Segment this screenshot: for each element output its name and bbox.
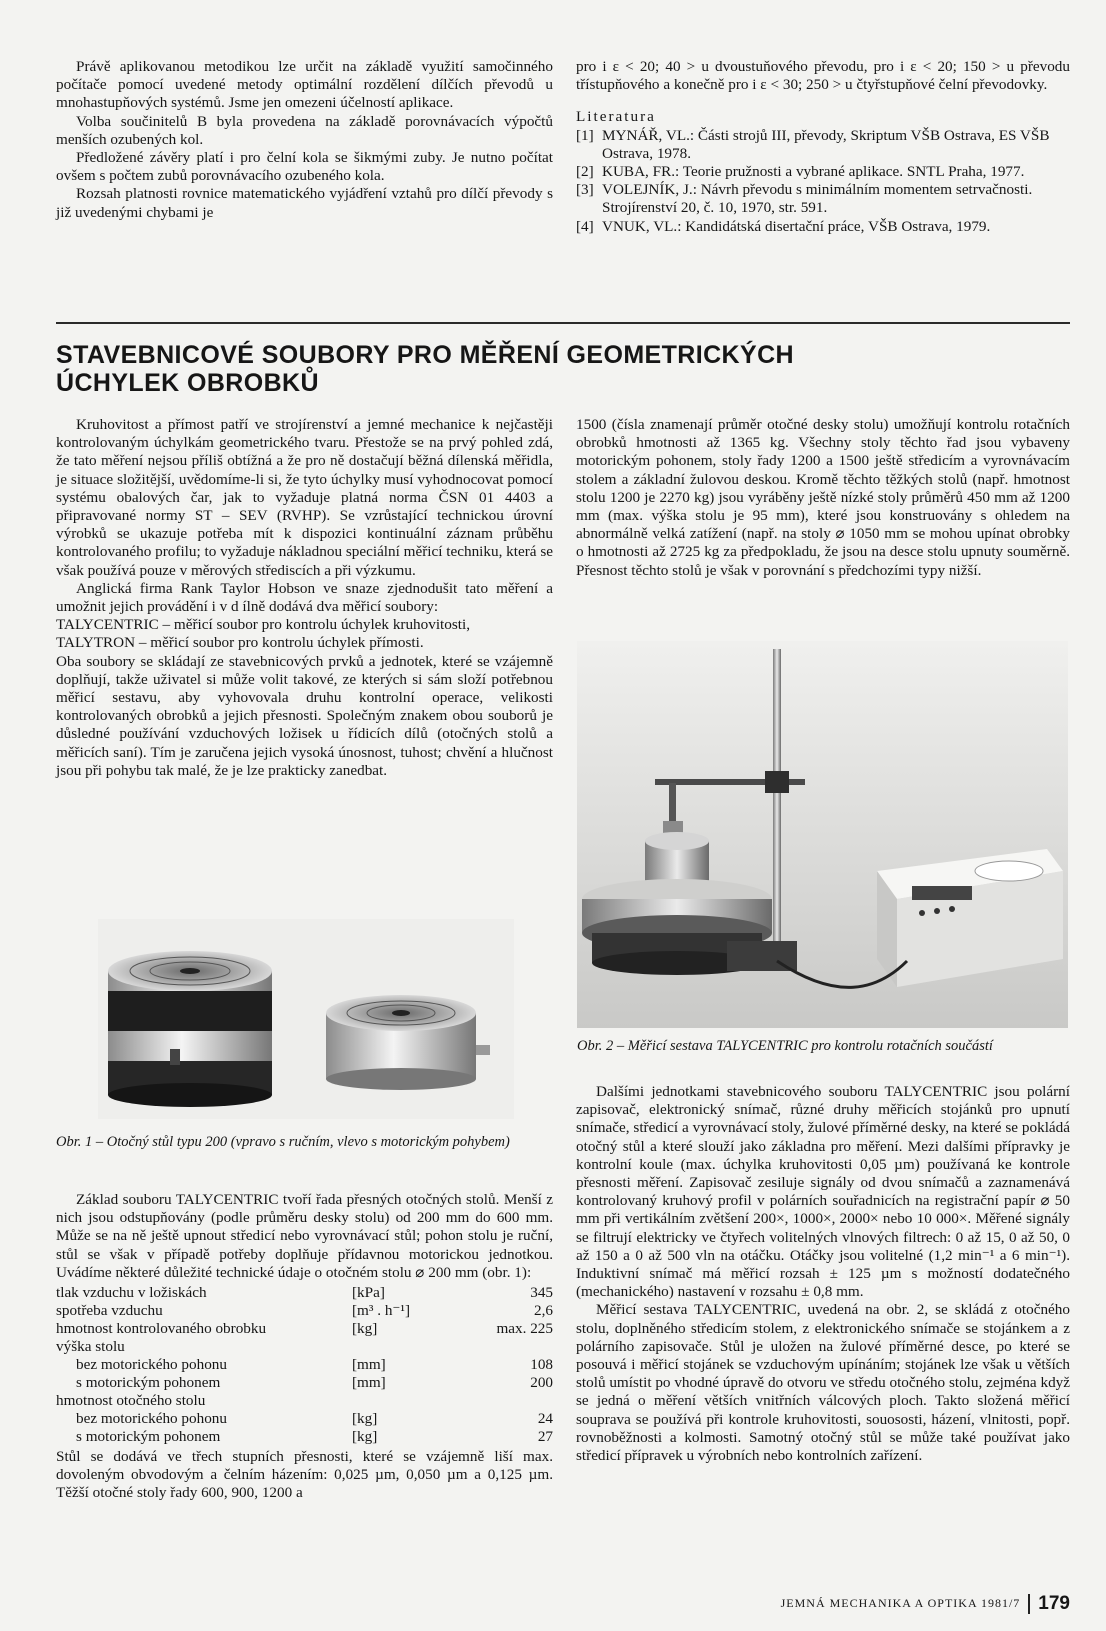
reference-text: KUBA, FR.: Teorie pružnosti a vybrané aplikace. SNTL Praha, 1977.	[602, 163, 1025, 181]
spec-name: bez motorického pohonu	[76, 1356, 227, 1374]
spec-value: 200	[530, 1374, 553, 1392]
figure2-photo	[577, 641, 1068, 1028]
figure1-caption: Obr. 1 – Otočný stůl typu 200 (vpravo s ručním, vlevo s motorickým pohybem)	[56, 1134, 510, 1150]
reference-text: MYNÁŘ, VL.: Části strojů III, převody, Skriptum VŠB Ostrava, ES VŠB Ostrava, 1978.	[602, 126, 1050, 162]
table-row	[56, 1284, 553, 1302]
table-row	[56, 1410, 553, 1428]
reference-number: [2]	[576, 163, 594, 181]
paragraph: Anglická firma Rank Taylor Hobson ve snaze zjednodušit tato měření a umožnit jejich provádění i v d ílně dodává dva měřicí soubory:	[56, 579, 553, 616]
reference-text: VNUK, VL.: Kandidátská disertační práce, VŠB Ostrava, 1979.	[602, 217, 991, 235]
table-row	[56, 1392, 553, 1410]
article-title	[56, 341, 1056, 397]
paragraph: Základ souboru TALYCENTRIC tvoří řada přesných otočných stolů. Menší z nich jsou odstupňovány (podle průměru desky stolu) od 200 mm do 600 mm. Může se na ně ještě upnout středicí nebo vyrovnávací stůl; pohon stolu je ruční, stůl se však v případě potřeby doplňuje přídavnou motorickou jednotkou. Uvádíme některé důležité technické údaje o otočném stolu ⌀ 200 mm (obr. 1):	[56, 1191, 553, 1281]
top-left-column	[56, 58, 553, 222]
spec-unit: [kPa]	[352, 1284, 385, 1302]
paragraph: Dalšími jednotkami stavebnicového souboru TALYCENTRIC jsou polární zapisovač, elektronický snímač, různé druhy měřicích stojánků pro upnutí snímače, středicí a vyrovnávací stoly, žulové příměrné desky, na které se pokládá otočný stůl a které slouží jako základna pro měření. Mezi dalšími přípravky je kontrolní koule (max. úchylka kruhovitosti 0,05 µm) používaná ke kontrole přesnosti měření. Zapisovač zesiluje signály od dvou snímačů a zaznamenává kontrolovaný kruhový profil v polárních souřadnicích na registrační papír ⌀ 50 mm při vertikálním zvětšení 200×, 1000×, 2000× nebo 10 000×. Měřené signály se filtrují elektricky ve čtyřech volitelných vlnových filtrech: 0 až 15, 0 až 50, 0 až 150 a 0 až 500 vln na otáčku. Otáčky jsou volitelné (1,2 min⁻¹ a 6 min⁻¹). Induktivní snímač má měřicí rozsah ± 125 µm s možností dodatečného (mechanického) nastavení v rozsahu ± 0,8 mm.	[576, 1083, 1070, 1301]
top-right-column	[576, 58, 1070, 236]
paragraph: Předložené závěry platí i pro čelní kola se šikmými zuby. Je nutno počítat ovšem s počtem zubů porovnávacího ozubeného kola.	[56, 149, 553, 185]
bottom-left-column	[56, 1191, 553, 1503]
figure1-photo	[98, 919, 514, 1119]
spec-unit: [mm]	[352, 1356, 386, 1374]
spec-name: bez motorického pohonu	[76, 1410, 227, 1428]
literature-heading: Literatura	[576, 108, 656, 126]
paragraph: Stůl se dodává ve třech stupních přesnosti, které se vzájemně liší max. dovoleným obvodovým a čelním házením: 0,025 µm, 0,050 µm a 0,125 µm. Těžší otočné stoly řady 600, 900, 1200 a	[56, 1448, 553, 1502]
spec-name: tlak vzduchu v ložiskách	[56, 1284, 207, 1302]
bottom-right-column	[576, 1083, 1070, 1465]
section-divider	[56, 322, 1070, 324]
article-title-line2: ÚCHYLEK OBROBKŮ	[56, 369, 319, 397]
reference-number: [3]	[576, 181, 594, 199]
reference-item	[576, 218, 1070, 236]
spec-name: spotřeba vzduchu	[56, 1302, 163, 1320]
paragraph: Volba součinitelů B byla provedena na základě porovnávacích výpočtů menších ozubených kol.	[56, 112, 553, 148]
spec-name: s motorickým pohonem	[76, 1374, 221, 1392]
figure2-caption: Obr. 2 – Měřicí sestava TALYCENTRIC pro kontrolu rotačních součástí	[577, 1038, 993, 1054]
footer-divider	[1028, 1594, 1030, 1614]
reference-item	[576, 181, 1070, 217]
spec-value: max. 225	[496, 1320, 553, 1338]
spec-unit: [kg]	[352, 1320, 378, 1338]
mid-right-column	[576, 416, 1070, 580]
spec-unit: [kg]	[352, 1410, 378, 1428]
table-row	[56, 1338, 553, 1356]
table-row	[56, 1356, 553, 1374]
journal-name: JEMNÁ MECHANIKA A OPTIKA 1981/7	[780, 1595, 1021, 1610]
table-row	[56, 1320, 553, 1338]
mid-left-column	[56, 416, 553, 780]
page-footer	[700, 1593, 1070, 1615]
paragraph: Kruhovitost a přímost patří ve strojírenství a jemné mechanice k nejčastěji kontrolovaným úchylkám geometrického tvaru. Přestože se na prvý pohled zdá, že tato měření nejsou příliš obtížná a že pro ně dostačují běžná dílenská měřidla, je situace složitější, uvědomíme-li si, že tyto úchylky musí vyhodnocovat pomocí systému obalových čar, jak to vyžaduje platná norma ČSN 01 4403 a připravované normy ST – SEV (RVHP). Se vzrůstající technickou úrovní výrobků se ukazuje potřeba mít k dispozici kontinuální záznam průběhu kontrolovaného profilu; to vyžaduje nákladnou speciální měřicí techniku, která se však používá pouze v měrových střediscích a při výzkumu.	[56, 416, 553, 579]
spec-value: 24	[537, 1410, 553, 1428]
article-title-line1: STAVEBNICOVÉ SOUBORY PRO MĚŘENÍ GEOMETRICKÝCH	[56, 341, 794, 369]
spec-value: 108	[530, 1356, 553, 1374]
paragraph: Oba soubory se skládají ze stavebnicových prvků a jednotek, které se vzájemně doplňují, takže uživatel si může volit takové, ze kterých si sám složí potřebnou měřicí sestavu, aby vyhovovala druhu kontrolní operace, velikosti kontrolovaných obrobků a jejich přesnosti. Společným znakem obou souborů je důsledné používání vzduchových ložisek u řídicích dílů (otočných stolů a měřicích saní). Tím je zaručena jejich vysoká únosnost, tuhost; chvění a hlučnost jsou při pohybu tak malé, že je lze prakticky zanedbat.	[56, 652, 553, 779]
spec-name: hmotnost kontrolovaného obrobku	[56, 1320, 267, 1338]
spec-value: 27	[537, 1428, 553, 1446]
spec-unit: [mm]	[352, 1374, 386, 1392]
paragraph: Měřicí sestava TALYCENTRIC, uvedená na obr. 2, se skládá z otočného stolu, doplněného středicím stolem, z elektronického snímače se stojánkem a z polárního zapisovače. Stůl je uložen na žulové příměrné desce, po které se posouvá i měřicí stojánek se vzduchovým upínáním; stojánek lze však u větších stolů umístit po vhodné úpravě do otvoru ve středu otočného stolu, zejména když se jedná o měření větších vnitřních válcových ploch. Takto složená měřicí souprava se používá při kontrole kruhovitosti, souososti, házení, vlnitosti, popř. rovnoběžnosti a kolmosti. Samotný otočný stůl se může také používat jako středicí přípravek u výrobních nebo kontrolních zařízení.	[576, 1301, 1070, 1465]
spec-unit: [m³ . h⁻¹]	[352, 1302, 411, 1320]
spec-value	[442, 1392, 553, 1410]
spec-unit	[352, 1338, 442, 1356]
paragraph: Právě aplikovanou metodikou lze určit na základě využití samočinného počítače pomocí uvedené metody optimální rozdělení dílčích převodů u mnohastupňových systémů. Jsme jen omezeni účelností aplikace.	[56, 58, 553, 112]
paragraph: 1500 (čísla znamenají průměr otočné desky stolu) umožňují kontrolu rotačních obrobků hmotnosti až 1365 kg. Všechny stoly těchto řad jsou vybaveny motorickým pohonem, stoly řady 1200 a 1500 ještě středicím a vyrovnávacím stolem a základní žulovou deskou. Kromě těchto těžkých stolů (např. hmotnost stolu 1200 je 2270 kg) jsou vyráběny ještě nízké stoly průměrů 450 mm až 1200 mm (max. výška stolu je 95 mm), které jsou konstruovány s ohledem na abnormálně velká zatížení (např. na stoly ⌀ 1050 mm se mohou upínat obrobky o hmotnosti až 2725 kg za předpokladu, že jsou na desce stolu upnuty souměrně. Přesnost těchto stolů je však v porovnání s předchozími typy nižší.	[576, 416, 1070, 579]
reference-item	[576, 163, 1070, 181]
page-number: 179	[1038, 1593, 1070, 1614]
table-row	[56, 1302, 553, 1320]
spec-name: hmotnost otočného stolu	[56, 1392, 206, 1410]
reference-number: [4]	[576, 217, 594, 235]
paragraph: Rozsah platnosti rovnice matematického vyjádření vztahů pro dílčí převody s již uvedenými chybami je	[56, 185, 553, 221]
table-row	[56, 1428, 553, 1446]
spec-value: 345	[530, 1284, 553, 1302]
list-item: TALYCENTRIC – měřicí soubor pro kontrolu úchylek kruhovitosti,	[56, 616, 471, 634]
spec-name: s motorickým pohonem	[76, 1428, 221, 1446]
reference-item	[576, 127, 1070, 163]
spec-value: 2,6	[534, 1302, 553, 1320]
reference-text: VOLEJNÍK, J.: Návrh převodu s minimálním momentem setrvačnosti. Strojírenství 20, č. 10, 1970, str. 591.	[602, 181, 1033, 217]
spec-name: výška stolu	[56, 1338, 125, 1356]
spec-value	[442, 1338, 553, 1356]
spec-unit: [kg]	[352, 1428, 378, 1446]
table-row	[56, 1374, 553, 1392]
list-item: TALYTRON – měřicí soubor pro kontrolu úchylek přímosti.	[56, 634, 424, 652]
paragraph: pro i ε < 20; 40 > u dvoustuňového převodu, pro i ε < 20; 150 > u převodu třístupňového a konečně pro i ε < 30; 250 > u čtyřstupňové čelní převodovky.	[576, 58, 1070, 94]
spec-unit	[352, 1392, 442, 1410]
reference-number: [1]	[576, 126, 594, 144]
spec-table	[56, 1284, 553, 1446]
